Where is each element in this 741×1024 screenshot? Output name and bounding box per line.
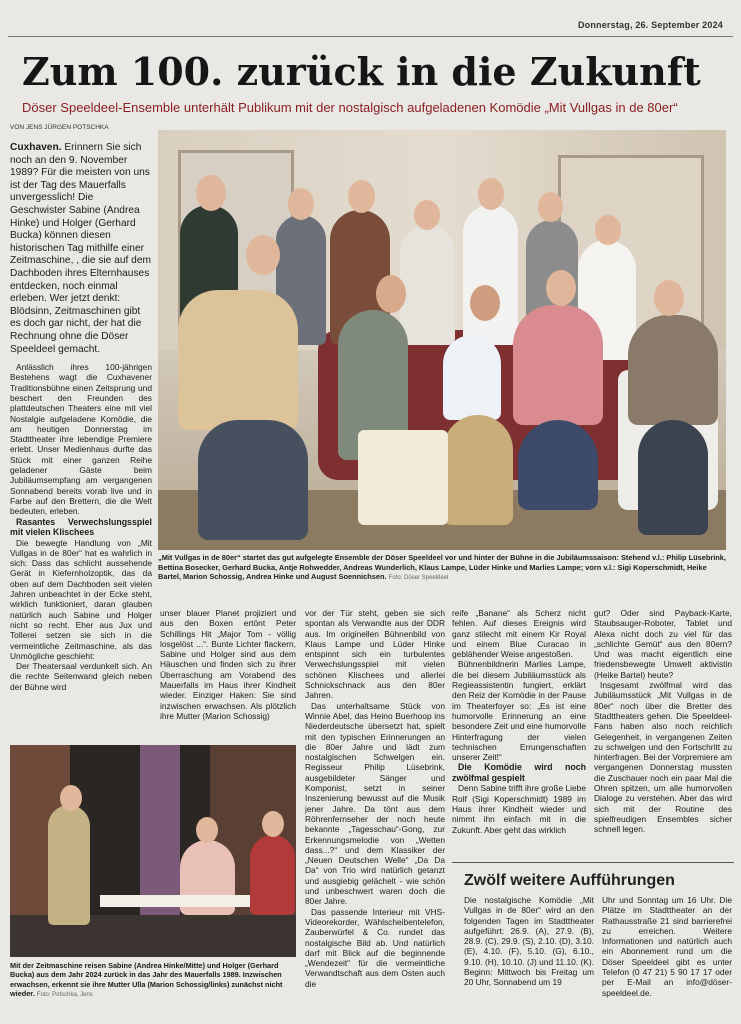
page-header	[8, 14, 733, 37]
person-figure	[518, 420, 598, 510]
person-figure	[463, 205, 518, 345]
body-paragraph: unser blauer Planet projiziert und aus den Boxen ertönt Peter Schillings Hit „Major Tom - völlig losgelöst ...“. Bunte Lichter flackern, Sabine und Holger sind aus dem Häuschen und finden sich zu ihrer Überraschung am Vorabend des Mauerfalls im Haus ihrer Kindheit wieder. Einziger Haken: Sie sind inzwischen erwachsen. Als plötzlich ihre Mutter (Marion Schossig)	[160, 608, 296, 721]
body-paragraph: reife „Banane“ als Scherz nicht fehlen. Auf dieses Ereignis wird ganz stilecht mit einem Kir Royal und einem Blue Curacao in geblähender Weise angestoßen.	[452, 608, 586, 660]
person-head	[470, 285, 500, 321]
person-head	[546, 270, 576, 306]
person-figure	[443, 335, 501, 420]
article-lead	[10, 142, 152, 356]
article-byline: VON JENS JÜRGEN POTSCHKA	[10, 124, 109, 131]
article-headline: Zum 100. zurück in die Zukunft	[22, 49, 701, 94]
person-head	[478, 178, 504, 210]
article-column-2	[160, 608, 296, 743]
person-head	[288, 188, 314, 220]
caption-text: „Mit Vullgas in de 80er“ startet das gut aufgelegte Ensemble der Döser Speeldeel vor und hinter der Bühne in die Jubiläumssaison: Stehend v.l.: Philip Lüsebrink, Bettina Bosecker, Gerhard Bucka, Antje Rohwedder, Andreas Wunderlich, Klaus Lampe, Lüder Hinke und Marlies Lampe; vorn v.l.: Sigi Koperschmidt, Heike Bartel, Marion Schossig, Andrea Hinke und August Soennichsen.	[158, 553, 726, 582]
person-head	[376, 275, 406, 313]
article-subheadline: Döser Speeldeel-Ensemble unterhält Publikum mit der nostalgisch aufgeladenen Komödie „Mit Vullgas in de 80er“	[22, 100, 678, 115]
person-head	[246, 235, 280, 275]
body-paragraph: Die bewegte Handlung von „Mit Vullgas in de 80er“ hat es wahrlich in sich: Dass das schlicht aussehende Gerät in Kiefernholzoptik, das da oben auf dem Dachboden seit vielen Jahren unbeachtet in der Ecke steht, wirklich funktioniert, daran glauben natürlich auch Sabine und Holger nicht so recht. Eher aus Jux und Tollerei setzen sie sich in die vermeintliche Zeitmaschine, als das Unmögliche geschieht:	[10, 537, 152, 661]
body-paragraph: vor der Tür steht, geben sie sich spontan als Verwandte aus der DDR aus. Im originellen Bühnenbild von Klaus Lampe und Lüder Hinke entspinnt sich ein turbulentes Verwechslungsspiel mit vielen schönen Klischees und allerlei Schnickschnack aus den 80er Jahren.	[305, 608, 445, 701]
photo-credit: Foto: Döser Speeldeel	[388, 575, 449, 582]
photo-tote-bag	[358, 430, 448, 525]
body-paragraph: Insgesamt zwölfmal wird das Jubiläumsstück „Mit Vullgas in de 80er“ noch über die Bretter des Stadttheaters gehen. Die Speeldeel-Fans haben also noch reichlich Gelegenheit, in vergangenen Zeiten zu schwelgen und den Fortschritt zu hinterfragen. Bei der Vorpremiere am vergangenen Donnerstag mussten die Zuschauer noch ein paar Mal die Ohren spitzen, um alle humorvollen Dialoge zu verstehen. Aber das wird sich mit der Routine des spielfreudigen Ensembles sicher schnell legen.	[594, 680, 732, 835]
section-subheading: Die Komödie wird noch zwölfmal gespielt	[452, 762, 586, 783]
person-head	[538, 192, 563, 222]
photo-table	[100, 895, 250, 907]
person-head	[595, 215, 621, 245]
article-column-5	[594, 608, 732, 858]
article-column-1	[10, 142, 152, 742]
person-head	[60, 785, 82, 811]
person-figure	[443, 415, 513, 525]
person-figure	[628, 315, 718, 425]
photo-credit: Foto: Potschka, Jens	[36, 992, 93, 999]
person-figure	[250, 835, 295, 915]
person-figure	[198, 420, 308, 540]
person-head	[196, 817, 218, 843]
person-figure	[638, 420, 708, 535]
infobox-title: Zwölf weitere Aufführungen	[464, 872, 675, 889]
main-photo-caption	[158, 553, 726, 584]
article-column-4	[452, 608, 586, 858]
person-figure	[400, 225, 455, 345]
body-paragraph: Das unterhaltsame Stück von Winnie Abel, das Heino Buerhoop ins Niederdeutsche übersetzt hat, spielt mit den typischen Erinnerungen an die 80er Jahre und lädt zum nostalgischen Schwelgen ein. Regisseur Philip Lüsebrink, ausgebildeter Sänger und Komponist, setzt in seiner Inszenierung bewusst auf die Musik jener Jahre. Da tönt aus dem Röhrenfernseher der noch heute bekannte „Tagesschau“-Gong, zur Erkennungsmelodie von „Wetten dass...?“ und dem Klassiker der „Neuen Deutschen Welle“ „Da Da Da“ von Trio wird natürlich getanzt und ausgiebig gelächelt - wie schön und unbeschwert waren doch die 80er Jahre.	[305, 700, 445, 907]
infobox-text-left: Die nostalgische Komödie „Mit Vullgas in de 80er“ wird an den folgenden Tagen im Stadttheater aufgeführt: 26.9. (A), 27.9. (B), 28.9. (C), 29.9. (S), 2.10. (D), 3.10. (E), 4.10. (F), 5.10. (G), 6.10., 9.10. (H), 10.10. (J) und 11.10. (K). Beginn: Mittwoch bis Freitag um 20 Uhr, Sonnabend um 19	[464, 895, 594, 988]
body-paragraph: gut? Oder sind Payback-Karte, Staubsauger-Roboter, Tablet und Alexa nicht doch zu viel für das „schlichte Gemüt“ aus den 80ern? Und was macht eigentlich eine friedensbewegte Umwelt aktivistin (Heike Bartel) heute?	[594, 608, 732, 680]
body-paragraph: Der Theatersaal verdunkelt sich. An die rechte Seitenwand gleich neben der Bühne wird	[10, 661, 152, 692]
person-head	[414, 200, 440, 230]
body-paragraph: Anlässlich ihres 100-jährigen Bestehens wagt die Cuxhavener Traditionsbühne einen Zeitsprung und beschert den Freunden des plattdeutschen Theaters eine mit viel Nostalgie aufgeladene Komödie, die am heutigen Donnerstag im Stadttheater ihre lebendige Premiere erlebt. Unser Medienhaus durfte das Stück mit einer ganzen Reihe geladener Gäste beim Jubiläumsempfang am vergangenen Sonnabend bereits vorab live und in Farbe auf den Brettern, die die Welt bedeuten, erleben.	[10, 362, 152, 517]
person-head	[196, 175, 226, 211]
person-head	[262, 811, 284, 837]
caption-text: Mit der Zeitmaschine reisen Sabine (Andrea Hinke/Mitte) und Holger (Gerhard Bucka) aus dem Jahr 2024 zurück in das Jahr des Mauerfalls 1989. Inzwischen erwachsen, erkennt sie ihre Mutter Ulla (Marion Schossig/links) zunächst nicht wieder.	[10, 961, 283, 999]
person-head	[348, 180, 375, 213]
person-head	[654, 280, 684, 316]
dateline-place: Cuxhaven.	[10, 142, 62, 153]
person-figure	[48, 805, 90, 925]
ensemble-photo	[158, 130, 726, 550]
body-paragraph: Bühnenbildnerin Marlies Lampe, die bei diesem Jubiläumsstück als Regieassistentin fungiert, erklärt den Reiz der Komödie in der Pause im Theaterfoyer so: „Es ist eine humorvolle Erinnerung an eine besondere Zeit und eine humorvolle Hinterfragung der vielen technischen Errungenschaften unserer Zeit!“	[452, 659, 586, 763]
infobox-text-right: Uhr und Sonntag um 16 Uhr. Die Plätze im Stadttheater an der Rathausstraße 21 sind barrierefrei zu erreichen. Weitere Informationen und natürlich auch ein Abonnement rund um die Döser Speeldeel gibt es unter Telefon (0 47 21) 5 90 17 17 oder per E-Mail an info@döser-speeldeel.de.	[602, 895, 732, 998]
performances-infobox	[452, 862, 734, 1013]
stage-photo-caption	[10, 961, 300, 1001]
section-subheading: Rasantes Verwechslungsspiel mit vielen Klischees	[10, 516, 152, 538]
body-paragraph: Denn Sabine trifft ihre große Liebe Rolf (Sigi Koperschmidt) 1989 im Haus ihrer Kindheit wieder und nimmt ihn einfach mit in die Zukunft. Aber geht das wirklich	[452, 783, 586, 835]
article-column-3	[305, 608, 445, 1018]
lead-text: Erinnern Sie sich noch an den 9. November 1989? Für die meisten von uns ist der Tag des Mauerfalls unvergesslich! Die Geschwister Sabine (Andrea Hinke) und Holger (Gerhard Bucka) können diesen historischen Tag mithilfe einer Zeitmaschine, , die sie auf dem Dachboden ihres Elternhauses entdecken, noch einmal erleben. Wer jetzt denkt: Blödsinn, Zeitmaschinen gibt es doch gar nicht, der hat die Rechnung ohne die Döser Speeldeel gemacht.	[10, 142, 151, 355]
issue-date: Donnerstag, 26. September 2024	[577, 20, 723, 30]
person-figure	[513, 305, 603, 425]
stage-photo	[10, 745, 296, 957]
body-paragraph: Das passende Interieur mit VHS-Videorekorder, Wählscheibentelefon, Zauberwürfel & Co. rundet das nostalgische Bild ab. Und natürlich darf mit Blick auf die beginnende „Wendezeit“ für die vermeintliche Verwandtschaft aus dem Osten auch die	[305, 906, 445, 989]
person-figure	[178, 290, 298, 430]
